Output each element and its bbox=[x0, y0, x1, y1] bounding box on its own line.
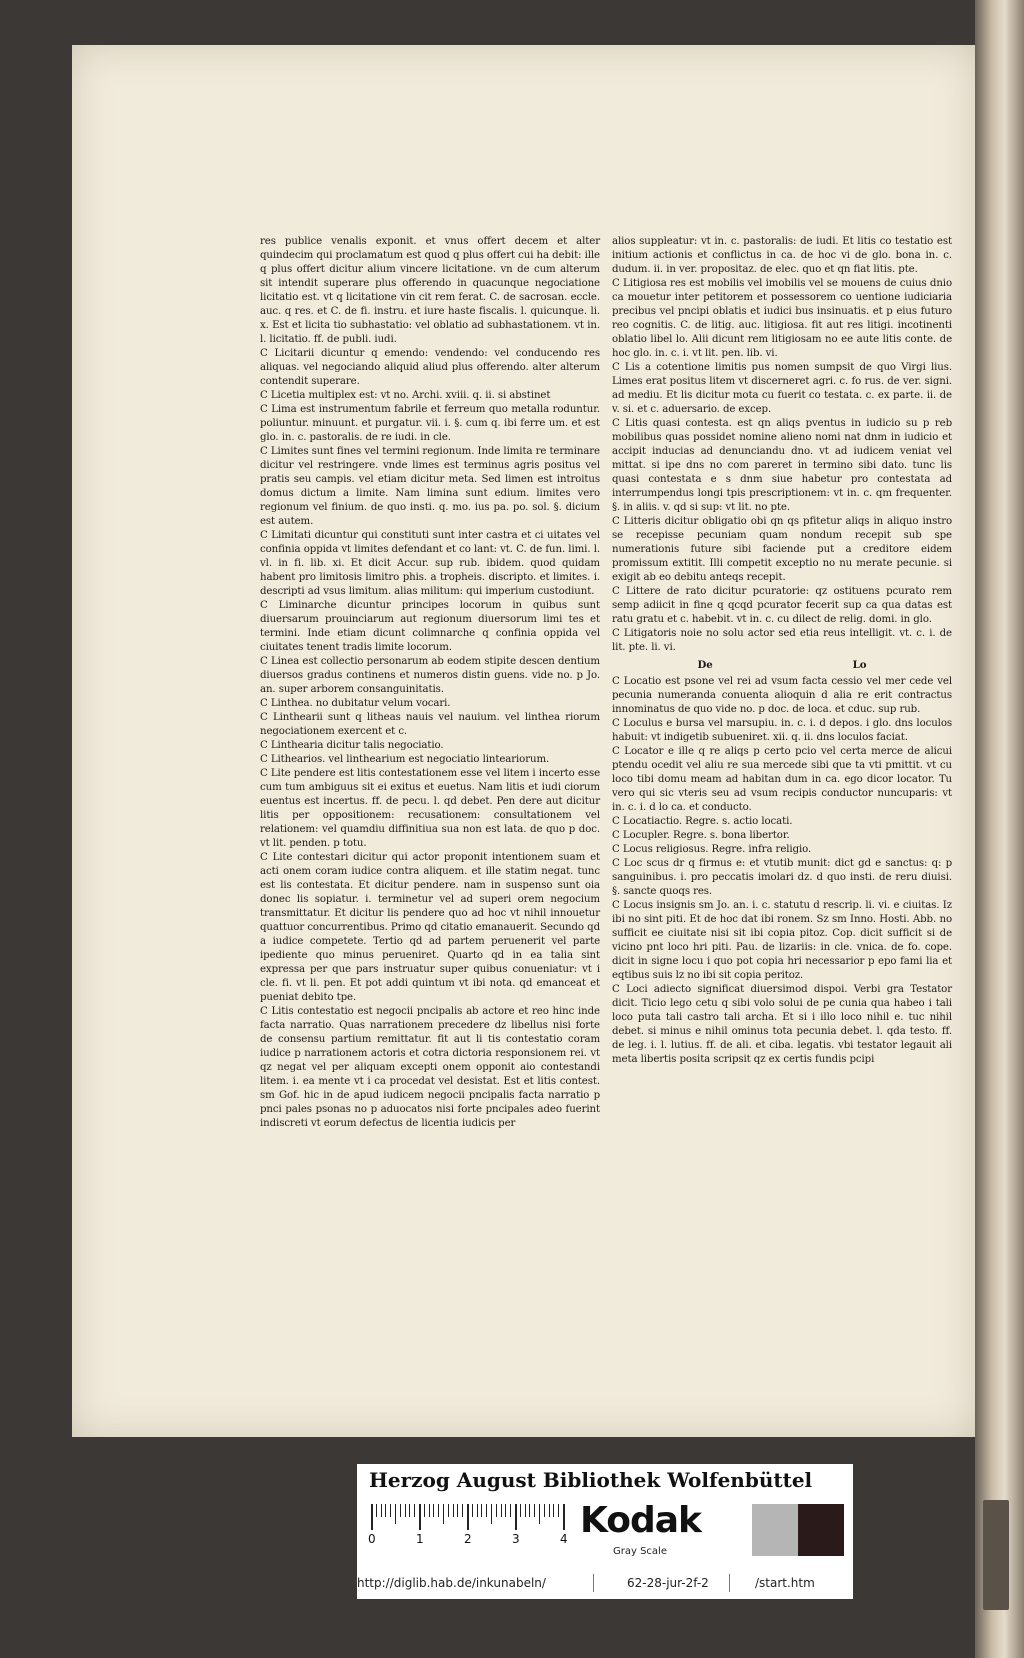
text-paragraph: C Lithearios. vel linthearium est negociatio linteariorum. bbox=[260, 754, 550, 765]
ruler-tick bbox=[477, 1504, 478, 1517]
left-column bbox=[260, 235, 600, 1131]
ruler-tick bbox=[510, 1504, 511, 1517]
text-paragraph: C Lima est instrumentum fabrile et ferreum quo metalla roduntur. poliuntur. minuunt. et purgatur. vii. i. §. cum q. ibi ferre um. et est glo. in. c. pastoralis. de re iudi. in cle. bbox=[260, 404, 600, 443]
ruler-tick bbox=[534, 1504, 535, 1517]
ruler-tick bbox=[376, 1504, 377, 1517]
ruler-tick bbox=[486, 1504, 487, 1517]
text-paragraph: C Lite contestari dicitur qui actor proponit intentionem suam et acti onem coram iudice contra aliquem. et ille statim negat. tunc est lis contestata. Et dicitur pendere. nam in suspenso sunt oia donec lis sopiatur. i. terminetur vel ad superi orem negocium transmittatur. Et dicitur lis pendere quo ad hoc vt nihil innouetur quattuor concurrentibus. Primo qd citatio emanauerit. Secundo qd a iudice competete. Tertio qd ad partem peruenerit vel parte ipediente quo minus perueniret. Quarto qd in ea talia sint expressa per que pars instruatur super quibus conueniatur: vt i cle. fi. vt li. pen. Et pot addi quintum vt ibi nota. qd emanceat et pueniat debito tpe. bbox=[260, 852, 600, 1003]
shelfmark: 62-28-jur-2f-2 bbox=[627, 1576, 709, 1590]
ruler-tick bbox=[505, 1504, 506, 1517]
ruler-tick bbox=[385, 1504, 386, 1517]
ruler-tick bbox=[544, 1504, 545, 1517]
ruler-tick bbox=[563, 1504, 565, 1530]
ruler-tick bbox=[491, 1504, 492, 1524]
text-paragraph: C Loc scus dr q firmus e: et vtutib munit: dict gd e sanctus: q: p sanguinibus. i. pro peccatis imolari dz. d quo insti. de reru diuisi. §. sancte quoqs res. bbox=[612, 858, 952, 897]
ruler-tick bbox=[448, 1504, 449, 1517]
adjacent-page-edge bbox=[975, 0, 1024, 1658]
library-title: Herzog August Bibliothek Wolfenbüttel bbox=[369, 1468, 813, 1492]
ruler-tick bbox=[539, 1504, 540, 1524]
gray-swatches bbox=[752, 1504, 844, 1556]
text-paragraph: C Litigatoris noie no solu actor sed etia reus intelligit. vt. c. i. de lit. pte. li. vi. bbox=[612, 628, 952, 653]
ruler-tick bbox=[419, 1504, 421, 1530]
text-paragraph: C Linthea. no dubitatur velum vocari. bbox=[260, 698, 451, 709]
ruler-tick bbox=[462, 1504, 463, 1517]
scale-ruler bbox=[371, 1504, 565, 1530]
text-paragraph: C Loculus e bursa vel marsupiu. in. c. i. d depos. i glo. dns loculos habuit: vt indigetib subueniret. xii. q. ii. dns loculos faciat. bbox=[612, 718, 952, 743]
ruler-tick bbox=[414, 1504, 415, 1517]
ruler-tick bbox=[390, 1504, 391, 1517]
gray-scale-label: Gray Scale bbox=[613, 1546, 667, 1557]
ruler-tick bbox=[529, 1504, 530, 1517]
swatch-dark bbox=[798, 1504, 844, 1556]
ruler-number: 3 bbox=[512, 1532, 520, 1546]
text-paragraph: C Loci adiecto significat diuersimod dispoi. Verbi gra Testator dicit. Ticio lego cetu q sibi volo solui de pe cunia qua habeo i tali loco puta tali castro tali archa. Et si i illo loco nihil e. tuc nihil debet. si minus e nihil ominus tota pecunia debet. l. qda testo. ff. de leg. i. l. lutius. ff. de ali. et ciba. legatis. vbi testator legauit ali meta libertis posita scripsit qz ex certis fundis pcipi bbox=[612, 984, 952, 1065]
ruler-numbers bbox=[368, 1532, 571, 1546]
color-target-card bbox=[357, 1464, 853, 1599]
ruler-tick bbox=[429, 1504, 430, 1517]
text-paragraph: C Litis contestatio est negocii pncipalis ab actore et reo hinc inde facta narratio. Quas narrationem precedere dz libellus nisi forte de consensu partium remittatur. fit aut li tis contestatio coram iudice p narrationem actoris et cotra dictoria responsionem rei. vt qz negat vel per aliquam excepti onem opponit aio contestandi litem. i. ea mente vt i ca procedat vel desistat. Est et litis contest. sm Gof. hic in de apud iudicem negocii pncipalis facta narratio p pnci pales psonas no p aduocatos nisi forte pncipales adeo fuerint indiscreti vt eorum defectus de licentia iudicis per bbox=[260, 1006, 600, 1129]
ruler-tick bbox=[496, 1504, 497, 1517]
text-paragraph: C Limites sunt fines vel termini regionum. Inde limita re terminare dicitur vel restringere. vnde limes est terminus agris positus vel pratis seu campis. vel etiam dicitur meta. Sed limen est introitus domus dictum a limite. Nam limina sunt edium. limites vero regionum vel finium. de quo insti. q. mo. ius pa. po. sol. §. dicium est autem. bbox=[260, 446, 600, 527]
ruler-tick bbox=[400, 1504, 401, 1517]
ruler-tick bbox=[371, 1504, 373, 1530]
ruler-number: 4 bbox=[560, 1532, 568, 1546]
right-column bbox=[612, 235, 952, 1067]
ruler-tick bbox=[438, 1504, 439, 1517]
ruler-tick bbox=[453, 1504, 454, 1517]
start-file: /start.htm bbox=[755, 1576, 815, 1590]
ruler-tick bbox=[472, 1504, 473, 1517]
ruler-tick bbox=[558, 1504, 559, 1517]
footer-divider bbox=[729, 1574, 730, 1592]
text-paragraph: C Locatio est psone vel rei ad vsum facta cessio vel mer cede vel pecunia numeranda conuenta alioquin d alia re erit contractus innominatus de quo vide no. p doc. de loca. et cduc. sup rub. bbox=[612, 676, 952, 715]
text-paragraph: C Locator e ille q re aliqs p certo pcio vel certa merce de alicui ptendu ocedit vel aliu re sua mercede sibi que ta vti pmittit. vt cu loco tibi domu meam ad habitan dum in ca. ego dicor locator. Tu vero qui sic vteris seu ad vsum recipis conductor nuncuparis: vt in. c. i. d lo ca. et conducto. bbox=[612, 746, 952, 813]
section-heading bbox=[612, 658, 952, 672]
text-paragraph: C Linthearia dicitur talis negociatio. bbox=[260, 740, 444, 751]
text-paragraph: C Locupler. Regre. s. bona libertor. bbox=[612, 830, 790, 841]
ruler-tick bbox=[381, 1504, 382, 1517]
text-paragraph: C Littere de rato dicitur pcuratorie: qz ostituens pcurato rem semp adiicit in fine q qcqd pcurator fecerit sup ca qua datas est ratu gratu et c. habebit. vt in. c. cu dilect de relig. domi. in glo. bbox=[612, 586, 952, 625]
ruler-tick bbox=[457, 1504, 458, 1517]
ruler-tick bbox=[525, 1504, 526, 1517]
ruler-tick bbox=[405, 1504, 406, 1517]
text-paragraph: C Limitati dicuntur qui constituti sunt inter castra et ci uitates vel confinia oppida vt limites defendant et co lant: vt. C. de fun. limi. l. vl. in fi. lib. xi. Et dicit Accur. sup rub. ibidem. quod quidam habent pro limitosis limitro phis. a tropheis. discripto. et limites. i. descripti ad vsus limitum. alias militum: qui imperium custodiunt. bbox=[260, 530, 600, 597]
text-paragraph: C Licitarii dicuntur q emendo: vendendo: vel conducendo res aliquas. vel negociando aliquid aliud plus offerendo. alter alterum contendit superare. bbox=[260, 348, 600, 387]
ruler-number: 1 bbox=[416, 1532, 424, 1546]
ruler-tick bbox=[515, 1504, 517, 1530]
text-paragraph: C Litigiosa res est mobilis vel imobilis vel se mouens de cuius dnio ca mouetur inter petitorem et possessorem co uentione iudiciaria precibus vel pncipi oblatis et iudici bus insinuatis. et p eius futuro reo cognitis. C. de litig. auc. litigiosa. fit aut res litigi. incotinenti oblatio libel lo. Alii dicunt rem litigiosam no ee aute litis conte. de hoc glo. in. c. i. vt lit. pen. lib. vi. bbox=[612, 278, 952, 359]
text-paragraph: C Locus religiosus. Regre. infra religio. bbox=[612, 844, 812, 855]
ruler-tick bbox=[433, 1504, 434, 1517]
card-footer bbox=[357, 1572, 853, 1594]
footer-divider bbox=[593, 1574, 594, 1592]
ruler-tick bbox=[424, 1504, 425, 1517]
text-paragraph: C Linthearii sunt q litheas nauis vel nauium. vel linthea riorum negociationem exercent et c. bbox=[260, 712, 600, 737]
text-paragraph: C Licetia multiplex est: vt no. Archi. xviii. q. ii. si abstinet bbox=[260, 390, 551, 401]
ruler-number: 2 bbox=[464, 1532, 472, 1546]
text-paragraph: C Lite pendere est litis contestationem esse vel litem i incerto esse cum tum ambiguus sit ei exitus et euetus. Nam litis et iudi ciorum euentus est incertus. ff. de pecu. l. qd debet. Pen dere aut dicitur litis per oppositionem: recusationem: consultationem vel relationem: vel quamdiu diffinitiua sua non est lata. de quo p doc. vt lit. penden. p totu. bbox=[260, 768, 600, 849]
text-paragraph: C Litis quasi contesta. est qn aliqs pventus in iudicio su p reb mobilibus quas possidet nomine alieno nomi nat dnm in iudicio et accipit inducias ad denunciandu dno. vt ad iudicem veniat vel mittat. si ipe dns no com pareret in termino sibi dato. tunc lis quasi contestata e s dnm siue habetur pro contestata ad interrumpendus longi tpis prescriptionem: vt in. c. qm frequenter. §. in aliis. v. qd si sup: vt lit. no pte. bbox=[612, 418, 952, 513]
ruler-tick bbox=[520, 1504, 521, 1517]
ruler-tick bbox=[395, 1504, 396, 1524]
text-paragraph: res publice venalis exponit. et vnus offert decem et alter quindecim qui proclamatum est quod q plus offert cui ha debit: ille q plus offert dicitur alium vincere licitatione. vn de cum alterum sit intendit superare plus offerendo in quacunque negociatione licitatio est. vt q licitatione vin cit rem ferat. C. de sacrosan. eccle. auc. q res. et C. de fi. instru. et iure haste fiscalis. l. quicunque. li. x. Est et licita tio subhastatio: vel oblatio ad subhastationem. vt in. l. licitatio. ff. de publi. iudi. bbox=[260, 236, 600, 345]
text-paragraph: C Lis a cotentione limitis pus nomen sumpsit de quo Virgi lius. Limes erat positus litem vt discerneret agri. c. fo rus. de ver. signi. ad mediu. Et lis dicitur mota cu fuerit co testata. c. ex parte. ii. de v. si. et c. aduersario. de excep. bbox=[612, 362, 952, 415]
text-paragraph: C Linea est collectio personarum ab eodem stipite descen dentium diuersos gradus continens et numeros distin guens. vide no. p Jo. an. super arborem consanguinitatis. bbox=[260, 656, 600, 695]
ruler-tick bbox=[553, 1504, 554, 1517]
ruler-number: 0 bbox=[368, 1532, 376, 1546]
heading-left: De bbox=[697, 659, 713, 671]
text-paragraph: C Locus insignis sm Jo. an. i. c. statutu d rescrip. li. vi. e ciuitas. Iz ibi no sint piti. Et de hoc dat ibi ronem. Sz sm Inno. Hosti. Abb. no sufficit ee ciuitate nisi sit ibi copia pitoz. Cop. dicit sufficit si de vicino pnt loco hri piti. Pau. de lizariis: in cle. vnica. de fo. cope. dicit in signe locu i quo pot copia hri necessarior p epo fami lia et eqtibus suis lz no ibi sit copia peritoz. bbox=[612, 900, 952, 981]
swatch-light bbox=[752, 1504, 798, 1556]
incunabula-page bbox=[72, 45, 975, 1437]
ruler-tick bbox=[467, 1504, 469, 1530]
ruler-tick bbox=[443, 1504, 444, 1524]
heading-right: Lo bbox=[852, 659, 867, 671]
page-edge-tab bbox=[983, 1500, 1009, 1610]
ruler-tick bbox=[481, 1504, 482, 1517]
text-paragraph: C Locatiactio. Regre. s. actio locati. bbox=[612, 816, 793, 827]
ruler-tick bbox=[409, 1504, 410, 1517]
text-paragraph: C Litteris dicitur obligatio obi qn qs pfitetur aliqs in aliquo instro se recepisse pecuniam quam nondum recepit sub spe numerationis future sibi faciende put a creditore eidem promissum extitit. Illi competit exceptio no nu merate pecunie. si exigit ab eo debitu anteqs recepit. bbox=[612, 516, 952, 583]
library-url: http://diglib.hab.de/inkunabeln/ bbox=[357, 1576, 546, 1590]
kodak-logo: Kodak bbox=[580, 1500, 701, 1541]
ruler-tick bbox=[549, 1504, 550, 1517]
text-paragraph: C Liminarche dicuntur principes locorum in quibus sunt diuersarum prouinciarum aut regionum diuersorum limi tes et termini. Inde etiam dicunt colimnarche q confinia oppida vel ciuitates tenent tradis limite locorum. bbox=[260, 600, 600, 653]
text-paragraph: alios suppleatur: vt in. c. pastoralis: de iudi. Et litis co testatio est initium actionis et conflictus in ca. de hoc vi de glo. bona in. c. dudum. ii. in ver. propositaz. de elec. quo et qn fiat litis. pte. bbox=[612, 236, 952, 275]
ruler-tick bbox=[501, 1504, 502, 1517]
